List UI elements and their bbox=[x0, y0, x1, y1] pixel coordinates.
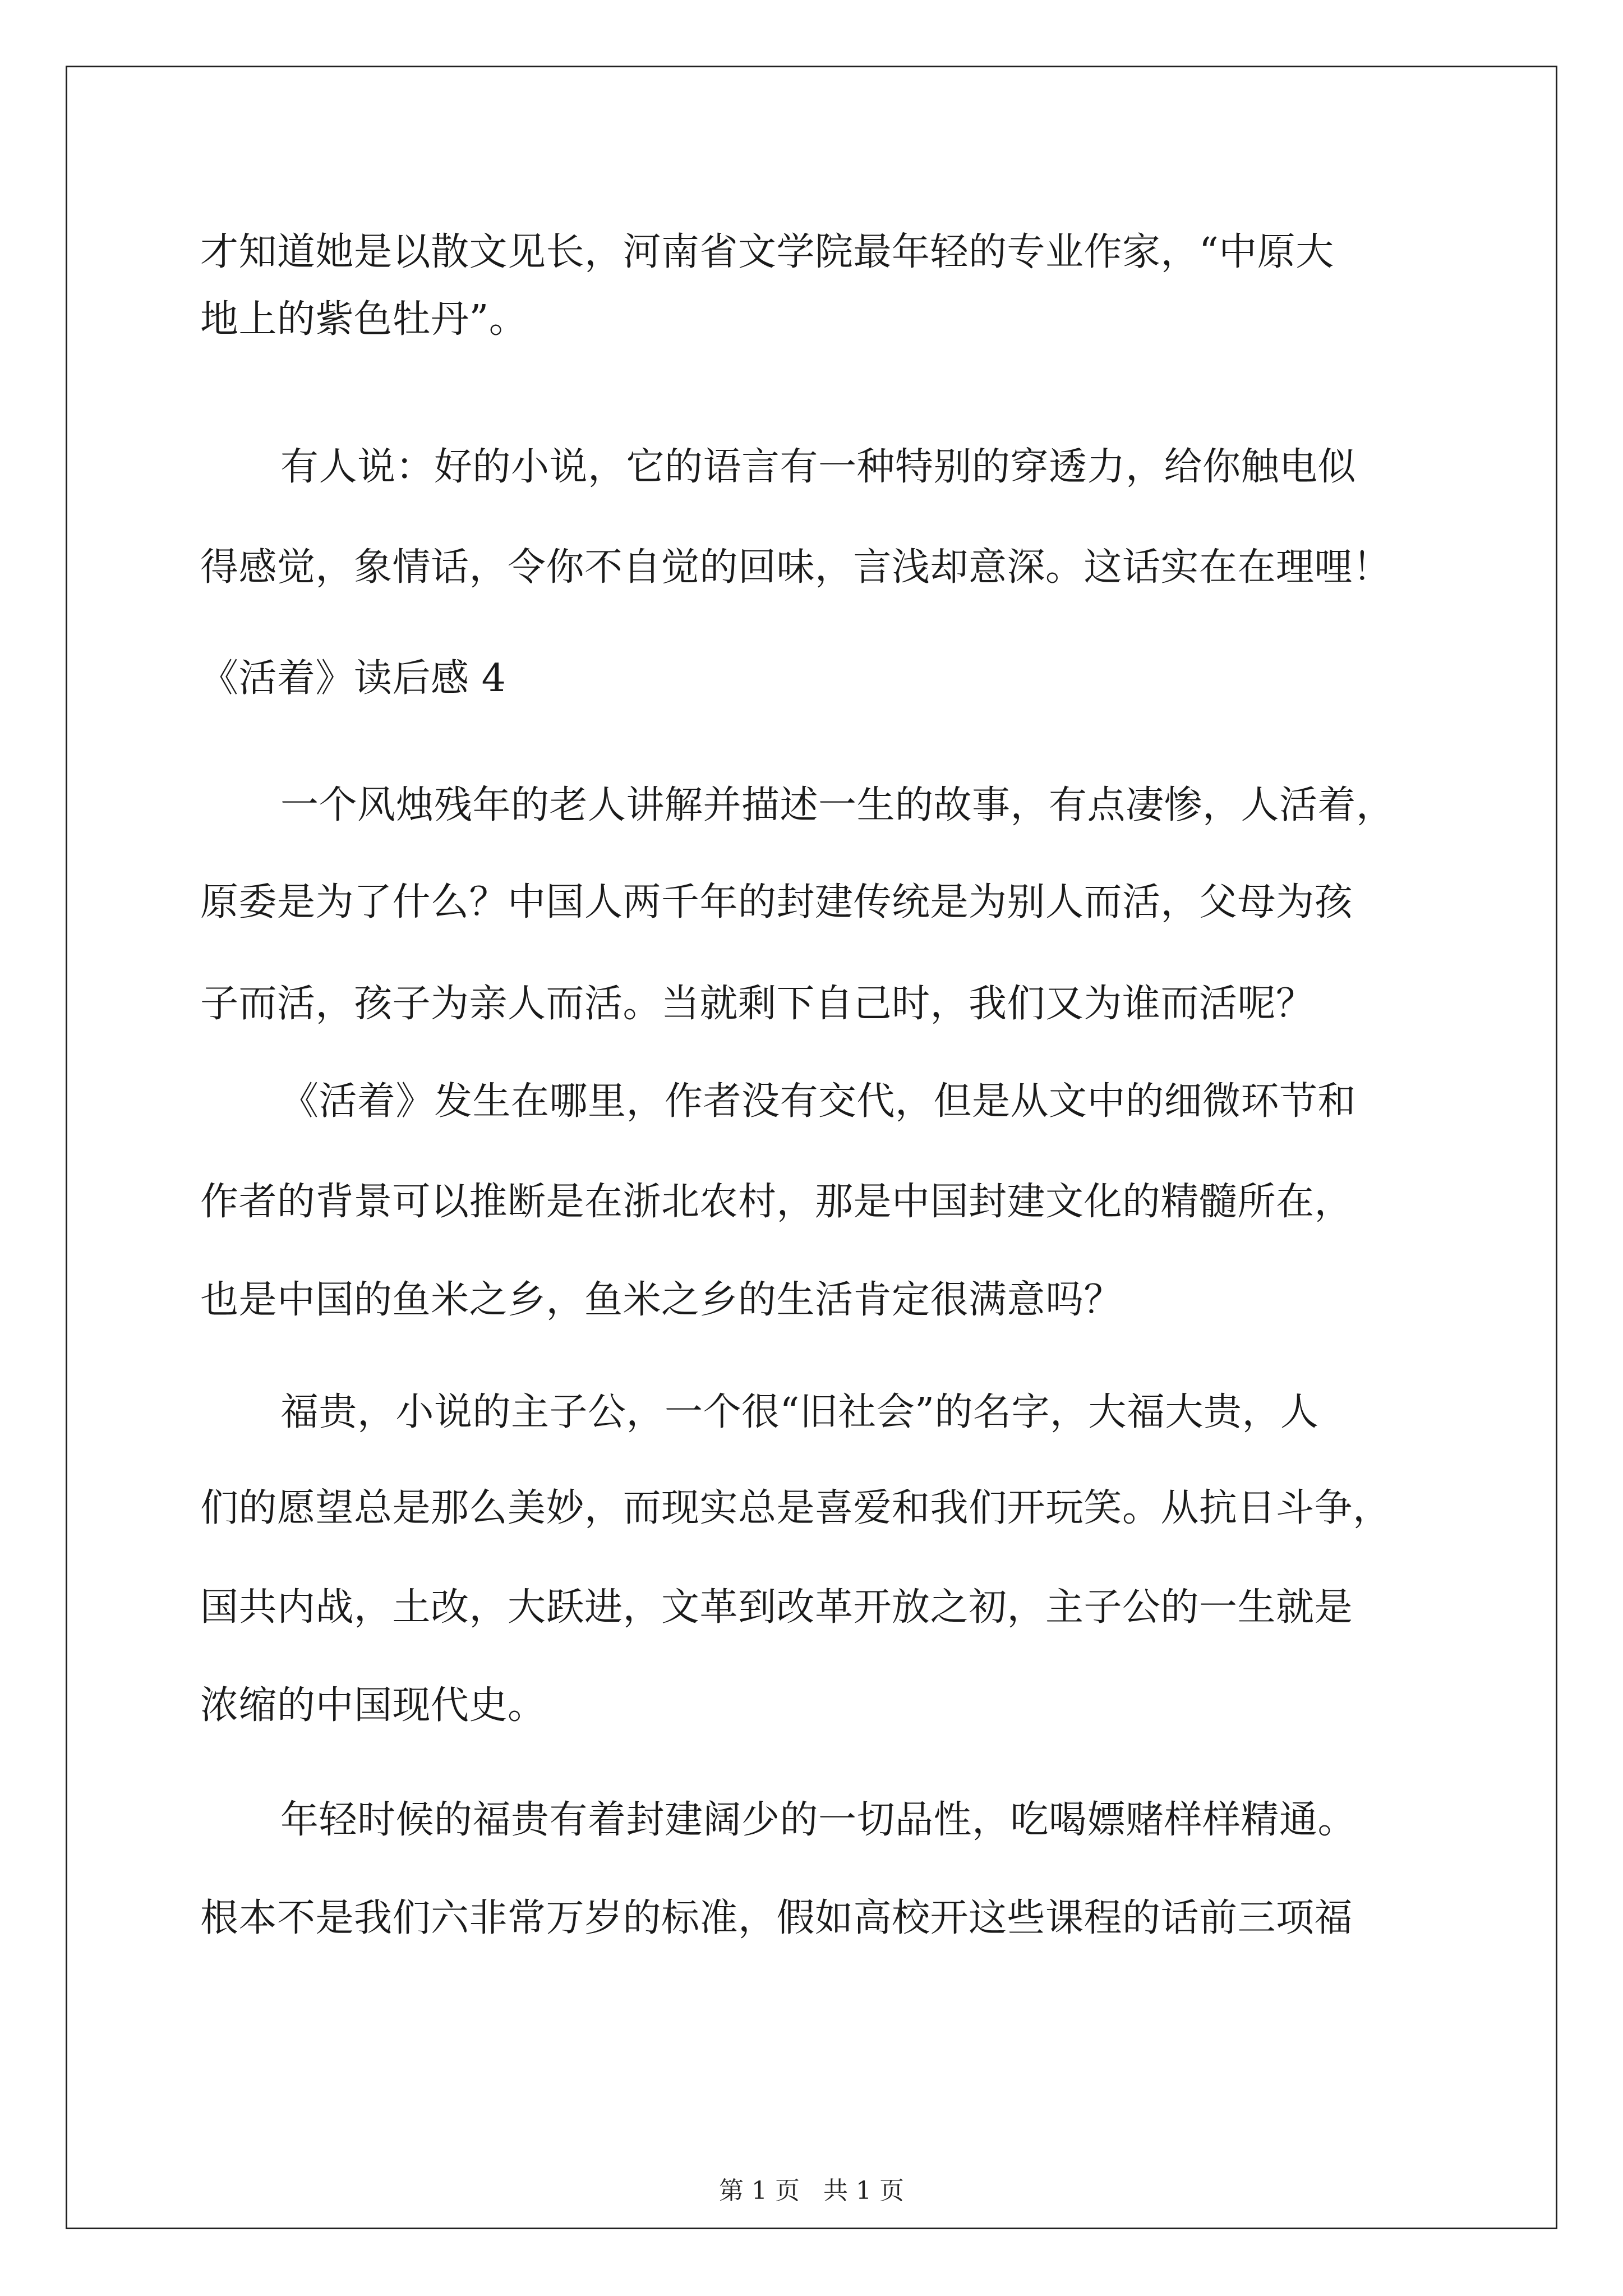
paragraph-line: 们的愿望总是那么美妙，而现实总是喜爱和我们开玩笑。从抗日斗争， bbox=[200, 1486, 1391, 1530]
paragraph-line: 得感觉，象情话，令你不自觉的回味，言浅却意深。这话实在在理哩！ bbox=[200, 545, 1391, 590]
section-heading: 《活着》读后感 4 bbox=[200, 656, 506, 701]
paragraph-line: 也是中国的鱼米之乡，鱼米之乡的生活肯定很满意吗？ bbox=[200, 1278, 1123, 1322]
paragraph-line: 国共内战，土改，大跃进，文革到改革开放之初，主子公的一生就是 bbox=[200, 1585, 1353, 1630]
paragraph-line: 地上的紫色牡丹”。 bbox=[200, 297, 528, 342]
paragraph-line: 一个风烛残年的老人讲解并描述一生的故事，有点凄惨，人活着， bbox=[280, 783, 1395, 827]
paragraph-line: 年轻时候的福贵有着封建阔少的一切品性，吃喝嫖赌样样精通。 bbox=[280, 1798, 1357, 1842]
page-number-footer: 第 1 页 共 1 页 bbox=[719, 2177, 904, 2205]
paragraph-line: 《活着》发生在哪里，作者没有交代，但是从文中的细微环节和 bbox=[280, 1079, 1357, 1124]
paragraph-line: 原委是为了什么？中国人两千年的封建传统是为别人而活，父母为孩 bbox=[200, 880, 1353, 924]
paragraph-line: 才知道她是以散文见长，河南省文学院最年轻的专业作家，“中原大 bbox=[200, 230, 1334, 274]
paragraph-line: 浓缩的中国现代史。 bbox=[200, 1683, 546, 1728]
paragraph-line: 子而活，孩子为亲人而活。当就剩下自己时，我们又为谁而活呢？ bbox=[200, 982, 1315, 1026]
paragraph-line: 有人说：好的小说，它的语言有一种特别的穿透力，给你触电似 bbox=[280, 445, 1357, 489]
paragraph-line: 根本不是我们六非常万岁的标准，假如高校开这些课程的话前三项福 bbox=[200, 1896, 1353, 1940]
paragraph-line: 福贵，小说的主子公，一个很“旧社会”的名字，大福大贵，人 bbox=[280, 1390, 1319, 1434]
paragraph-line: 作者的背景可以推断是在浙北农村，那是中国封建文化的精髓所在， bbox=[200, 1180, 1353, 1224]
